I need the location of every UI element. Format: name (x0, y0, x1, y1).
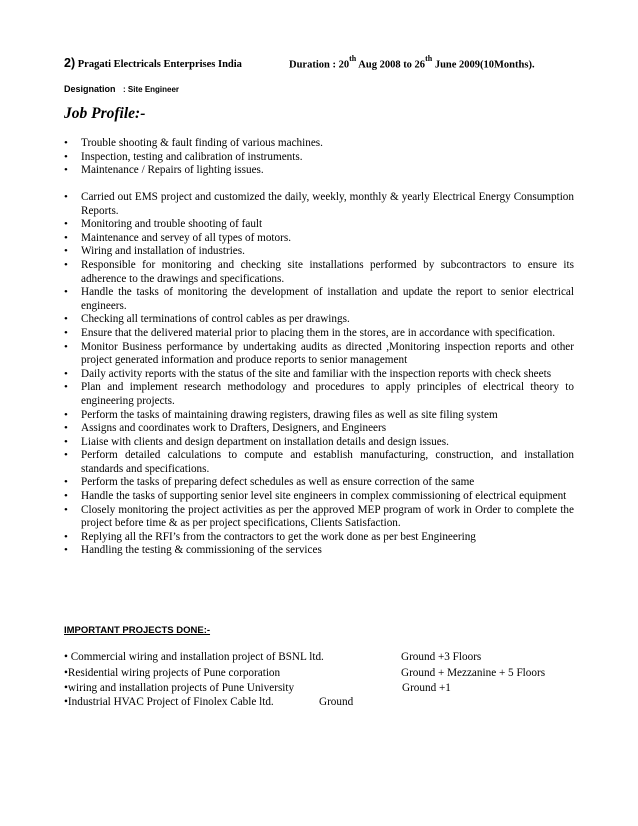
project-floors: Ground +3 Floors (401, 651, 482, 663)
duration (289, 56, 535, 71)
duration-mid: Aug 2008 to 26 (358, 59, 426, 71)
job-duty-text: Replying all the RFI’s from the contractors to get the work done as per best Engineering (81, 530, 476, 543)
job-duty-text: Perform the tasks of preparing defect schedules as well as ensure correction of the same (81, 476, 475, 489)
job-duty-text: Carried out EMS project and customized the daily, weekly, monthly & yearly Electrical Energy Consumption Reports. (81, 191, 574, 217)
job-duty-text: Responsible for monitoring and checking site installations performed by subcontractors to ensure its adherence to the drawings and specifications. (81, 258, 574, 285)
job-profile-list-2 (64, 191, 574, 558)
bullet-icon: • (64, 503, 68, 516)
bullet-icon: • (64, 476, 68, 489)
bullet-icon: • (64, 150, 68, 163)
job-duty-item (64, 327, 574, 341)
bullet-icon: • (64, 544, 68, 557)
job-duty-item (64, 422, 574, 436)
job-duty-item (64, 531, 574, 545)
project-description: •Residential wiring projects of Pune corporation (64, 667, 281, 679)
job-duty-item (64, 313, 574, 327)
job-duty-item (64, 449, 574, 476)
job-duty-text: Daily activity reports with the status of the site and familiar with the inspection reports with check sheets (81, 367, 552, 380)
job-duty-item (64, 368, 574, 382)
bullet-icon: • (64, 326, 68, 339)
bullet-icon: • (64, 313, 68, 326)
bullet-icon: • (64, 530, 68, 543)
bullet-icon: • (64, 258, 68, 271)
job-duty-item (64, 436, 574, 450)
project-floors: Ground (319, 696, 354, 708)
bullet-icon: • (64, 218, 68, 231)
job-duty-item (64, 381, 574, 408)
job-duty-item (64, 286, 574, 313)
duration-prefix: Duration : 20 (289, 59, 350, 71)
job-duty-text: Handle the tasks of supporting senior level site engineers in complex commissioning of electrical equipment (81, 490, 567, 503)
bullet-icon: • (64, 245, 68, 258)
job-duty-item (64, 490, 574, 504)
duration-suffix: June 2009(10Months). (434, 59, 535, 71)
project-floors: Ground + Mezzanine + 5 Floors (401, 667, 546, 679)
job-duty-item (64, 544, 574, 558)
job-duty-text: Plan and implement research methodology and procedures to apply principles of electrical theory to engineering projects. (81, 381, 574, 407)
job-duty-text: Perform detailed calculations to compute and establish manufacturing, construction, and installation standards and specifications. (81, 449, 574, 475)
designation-label: Designation (64, 84, 116, 94)
job-duty-text: Inspection, testing and calibration of instruments. (81, 150, 303, 163)
job-duty-text: Maintenance / Repairs of lighting issues. (81, 164, 264, 177)
employment-header (64, 56, 604, 70)
job-duty-text: Handle the tasks of monitoring the development of installation and update the report to senior electrical engineers. (81, 286, 574, 312)
bullet-icon: • (64, 340, 68, 353)
designation-value: : Site Engineer (123, 85, 180, 94)
bullet-icon: • (64, 286, 68, 299)
bullet-icon: • (64, 137, 68, 149)
project-description: •Industrial HVAC Project of Finolex Cable ltd. (64, 696, 274, 708)
bullet-icon: • (64, 422, 68, 435)
bullet-icon: • (64, 381, 68, 394)
job-duty-text: Wiring and installation of industries. (81, 245, 245, 258)
job-duty-item (64, 259, 574, 286)
bullet-icon: • (64, 449, 68, 462)
job-duty-text: Checking all terminations of control cables as per drawings. (81, 313, 350, 326)
job-duty-text: Handling the testing & commissioning of the services (81, 544, 322, 557)
project-floors: Ground +1 (402, 682, 451, 694)
project-description: •wiring and installation projects of Pune University (64, 682, 295, 694)
job-duty-item (64, 232, 574, 246)
company-name: Pragati Electricals Enterprises India (77, 59, 242, 70)
job-duty-item (64, 504, 574, 531)
ordinal-suffix: th (425, 54, 433, 63)
bullet-icon: • (64, 408, 68, 421)
bullet-icon: • (64, 490, 68, 503)
job-duty-item (64, 137, 574, 151)
job-duty-item (64, 409, 574, 423)
job-duty-item (64, 245, 574, 259)
job-profile-heading: Job Profile:- (64, 105, 146, 122)
bullet-icon: • (64, 191, 68, 203)
important-projects-heading: IMPORTANT PROJECTS DONE:- (64, 625, 211, 636)
job-duty-text: Monitor Business performance by undertaking audits as directed ,Monitoring inspection reports and other project generated information and produce reports to senior management (81, 340, 574, 367)
job-duty-item (64, 218, 574, 232)
job-duty-item (64, 164, 574, 178)
job-duty-item (64, 476, 574, 490)
ordinal-suffix: th (349, 54, 357, 63)
job-duty-text: Maintenance and servey of all types of motors. (81, 231, 292, 244)
job-duty-text: Assigns and coordinates work to Drafters, Designers, and Engineers (81, 422, 387, 435)
job-duty-item (64, 191, 574, 218)
bullet-icon: • (64, 164, 68, 177)
job-duty-item (64, 151, 574, 165)
bullet-icon: • (64, 231, 68, 244)
project-description: • Commercial wiring and installation project of BSNL ltd. (64, 651, 324, 663)
job-duty-text: Monitoring and trouble shooting of fault (81, 218, 263, 231)
job-duty-item (64, 341, 574, 368)
section-number: 2) (64, 56, 76, 70)
bullet-icon: • (64, 435, 68, 448)
job-duty-text: Perform the tasks of maintaining drawing registers, drawing files as well as site filing system (81, 408, 498, 421)
job-duty-text: Closely monitoring the project activities as per the approved MEP program of work in Order to complete the project before time & as per project specifications, Clients Satisfaction. (81, 503, 574, 530)
bullet-icon: • (64, 367, 68, 380)
job-duty-text: Ensure that the delivered material prior to placing them in the stores, are in accordance with specification. (81, 326, 556, 339)
designation (64, 84, 179, 94)
job-duty-text: Liaise with clients and design department on installation details and design issues. (81, 435, 449, 448)
job-duty-text: Trouble shooting & fault finding of various machines. (81, 137, 323, 149)
job-profile-list-1 (64, 137, 574, 178)
